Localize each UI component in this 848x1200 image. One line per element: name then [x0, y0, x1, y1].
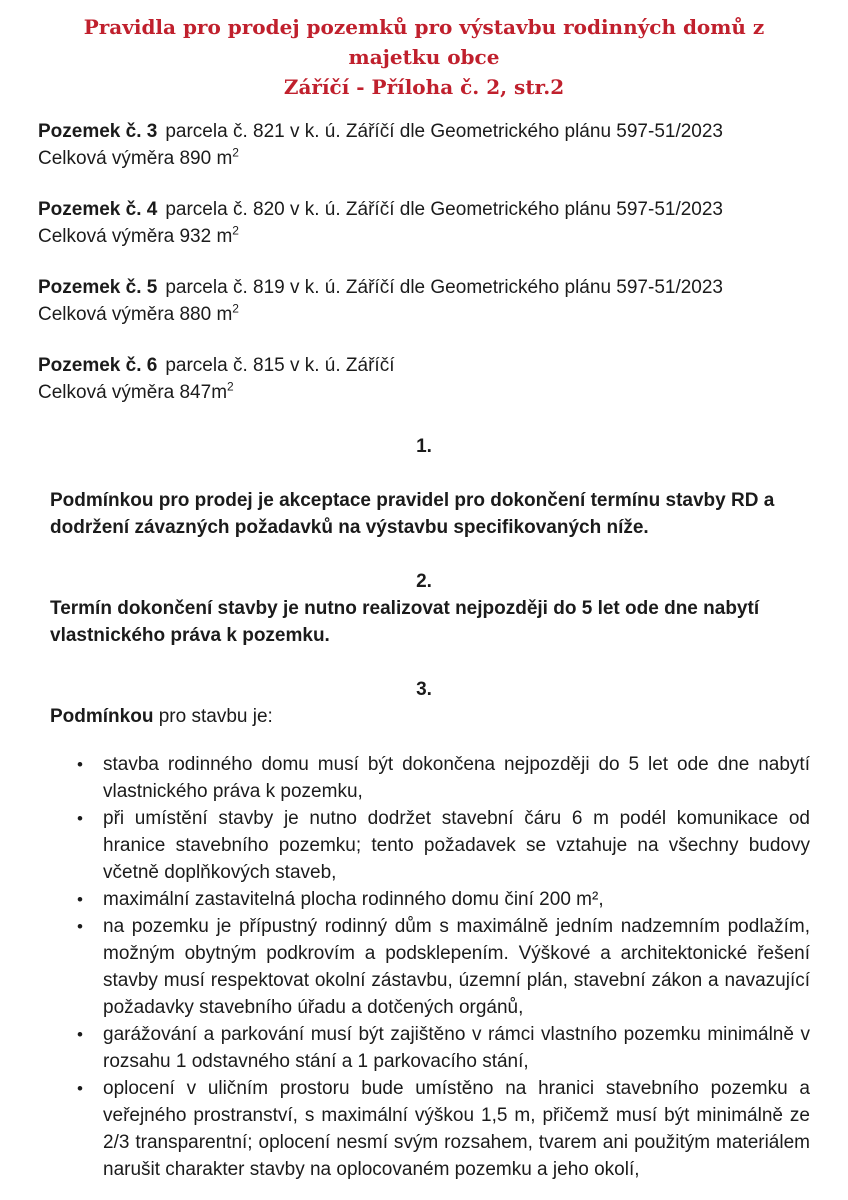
plot-area: Celková výměra 932 $m^2$: [38, 223, 239, 247]
plot-heading: [38, 352, 810, 379]
document-title-line2: Záříčí - Příloha č. 2, str.2: [283, 75, 565, 99]
document-title: [38, 12, 810, 102]
plot-item-4: [38, 196, 810, 250]
section-3-lead: [38, 703, 810, 730]
plot-area: Celková výměra 890 $m^2$: [38, 145, 239, 169]
plot-heading: [38, 196, 810, 223]
conditions-list: [38, 751, 810, 1183]
plot-label: Pozemek č. 3: [38, 121, 158, 142]
plot-detail: parcela č. 820 v k. ú. Záříčí dle Geometrického plánu 597-51/2023: [165, 199, 723, 220]
superscript-2: 2: [232, 301, 239, 316]
section-number-3: 3.: [416, 679, 432, 700]
plot-label: Pozemek č. 4: [38, 199, 158, 220]
plot-heading: [38, 118, 810, 145]
section-3-lead-rest: pro stavbu je:: [153, 706, 273, 727]
section-2-text: Termín dokončení stavby je nutno realizovat nejpozději do 5 let ode dne nabytí vlastnického práva k pozemku.: [50, 598, 760, 646]
condition-item: • garážování a parkování musí být zajištěno v rámci vlastního pozemku minimálně v rozsahu 1 odstavného stání a 1 parkovacího stání,: [103, 1021, 810, 1075]
plot-item-5: [38, 274, 810, 328]
condition-item: • na pozemku je přípustný rodinný dům s maximálně jedním nadzemním podlažím, možným obytným podkrovím a podsklepením. Výškové a architektonické řešení stavby musí respektovat okolní zástavbu, územní plán, stavební zákon a navazující požadavky stavebního úřadu a dotčených orgánů,: [103, 913, 810, 1021]
condition-item: • oplocení v uličním prostoru bude umístěno na hranici stavebního pozemku a veřejného prostranství, s maximální výškou 1,5 m, přičemž musí být minimálně ze 2/3 transparentní; oplocení nesmí svým rozsahem, tvarem ani použitým materiálem narušit charakter stavby na oplocovaném pozemku a jeho okolí,: [103, 1075, 810, 1183]
plot-detail: parcela č. 821 v k. ú. Záříčí dle Geometrického plánu 597-51/2023: [165, 121, 723, 142]
plot-detail: parcela č. 819 v k. ú. Záříčí dle Geometrického plánu 597-51/2023: [165, 277, 723, 298]
plot-label: Pozemek č. 6: [38, 355, 158, 376]
condition-item: • maximální zastavitelná plocha rodinného domu činí 200 m²,: [103, 886, 810, 913]
plot-label: Pozemek č. 5: [38, 277, 158, 298]
plot-area: Celková výměra $847m^2$: [38, 379, 234, 403]
section-3-lead-bold: Podmínkou: [50, 706, 154, 727]
superscript-2: 2: [232, 223, 239, 238]
superscript-2: 2: [232, 145, 239, 160]
plot-heading: [38, 274, 810, 301]
section-number-2: 2.: [416, 571, 432, 592]
condition-item: • stavba rodinného domu musí být dokončena nejpozději do 5 let ode dne nabytí vlastnického práva k pozemku,: [103, 751, 810, 805]
section-1-text: Podmínkou pro prodej je akceptace pravidel pro dokončení termínu stavby RD a dodržení závazných požadavků na výstavbu specifikovaných níže.: [50, 490, 775, 538]
plot-item-3: [38, 118, 810, 172]
plot-item-6: [38, 352, 810, 406]
document-title-line1: Pravidla pro prodej pozemků pro výstavbu rodinných domů z majetku obce: [83, 15, 765, 69]
plot-detail: parcela č. 815 v k. ú. Záříčí: [165, 355, 395, 376]
plot-area: Celková výměra 880 $m^2$: [38, 301, 239, 325]
section-number-1: 1.: [416, 436, 432, 457]
superscript-2: 2: [227, 379, 234, 394]
condition-item: • při umístění stavby je nutno dodržet stavební čáru 6 m podél komunikace od hranice stavebního pozemku; tento požadavek se vztahuje na všechny budovy včetně doplňkových staveb,: [103, 805, 810, 886]
